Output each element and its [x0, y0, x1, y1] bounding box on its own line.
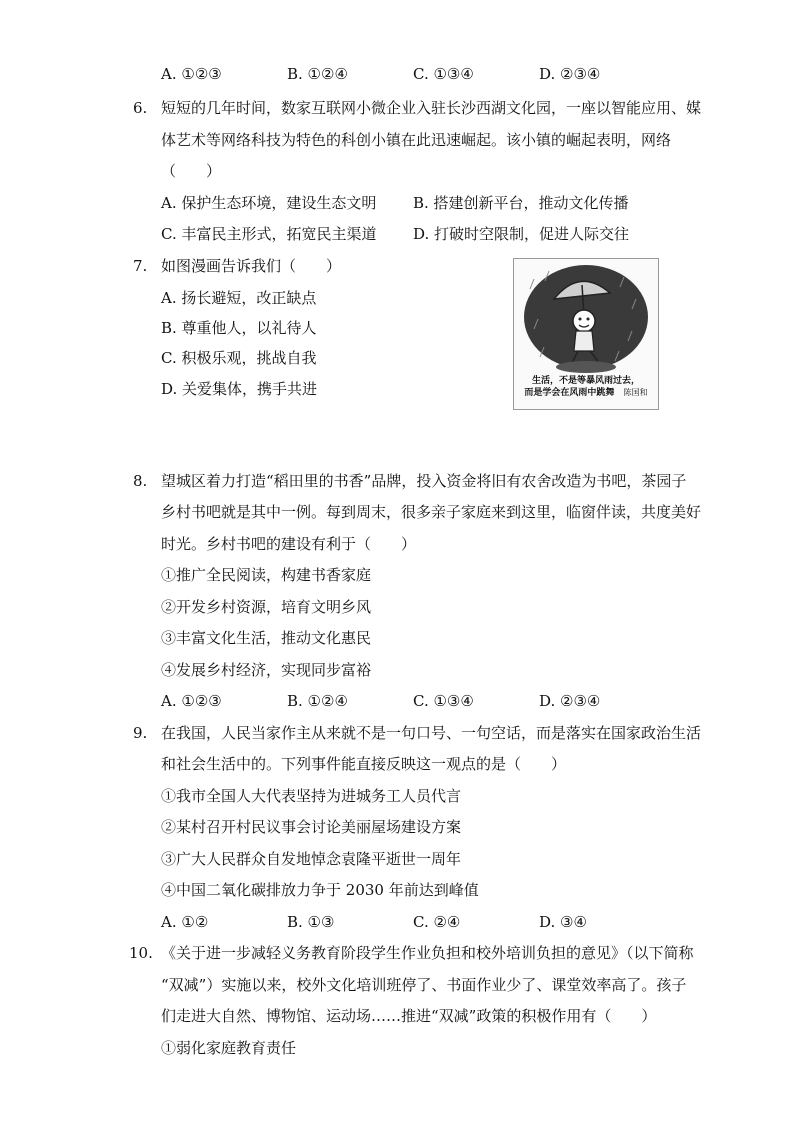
q6-stem-line-1: 短短的几年时间，数家互联网小微企业入驻长沙西湖文化园，一座以智能应用、媒: [161, 99, 702, 117]
q9-option-a[interactable]: A. ①②: [161, 913, 209, 931]
q7-stem: 如图漫画告诉我们（ ）: [161, 257, 342, 275]
q10-stem-line-1: 《关于进一步减轻义务教育阶段学生作业负担和校外培训负担的意见》（以下简称: [161, 944, 694, 962]
q7-option-a[interactable]: A. 扬长避短，改正缺点: [161, 289, 317, 307]
cartoon-author: 陈国和: [623, 388, 648, 397]
q8-option-b[interactable]: B. ①②④: [287, 692, 348, 710]
q9-option-c[interactable]: C. ②④: [413, 913, 461, 931]
q10-stem-line-2: “双减”）实施以来，校外文化培训班停了、书面作业少了、课堂效率高了。孩子: [161, 976, 687, 994]
q6-stem-line-2: 体艺术等网络科技为特色的科创小镇在此迅速崛起。该小镇的崛起表明，网络: [161, 131, 672, 149]
q9-item-4: ④中国二氧化碳排放力争于 2030 年前达到峰值: [161, 881, 479, 899]
q8-item-3: ③丰富文化生活，推动文化惠民: [161, 629, 372, 647]
q9-item-3: ③广大人民群众自发地悼念袁隆平逝世一周年: [161, 850, 462, 868]
q6-option-c[interactable]: C. 丰富民主形式，拓宽民主渠道: [161, 225, 377, 243]
q8-stem-line-3: 时光。乡村书吧的建设有利于（ ）: [161, 535, 417, 553]
q9-item-2: ②某村召开村民议事会讨论美丽屋场建设方案: [161, 818, 462, 836]
q7-option-c[interactable]: C. 积极乐观，挑战自我: [161, 349, 317, 367]
q5-option-c[interactable]: C. ①③④: [413, 65, 474, 83]
q8-item-4: ④发展乡村经济，实现同步富裕: [161, 661, 372, 679]
q10-stem-line-3: 们走进大自然、博物馆、运动场……推进“双减”政策的积极作用有（ ）: [161, 1007, 657, 1025]
q9-item-1: ①我市全国人大代表坚持为进城务工人员代言: [161, 787, 462, 805]
q8-option-c[interactable]: C. ①③④: [413, 692, 474, 710]
q8-option-a[interactable]: A. ①②③: [161, 692, 222, 710]
q9-stem-line-2: 和社会生活中的。下列事件能直接反映这一观点的是（ ）: [161, 755, 567, 773]
q9-option-b[interactable]: B. ①③: [287, 913, 335, 931]
q5-option-a[interactable]: A. ①②③: [161, 65, 222, 83]
q6-option-d[interactable]: D. 打破时空限制，促进人际交往: [413, 225, 630, 243]
q8-stem-line-1: 望城区着力打造“稻田里的书香”品牌，投入资金将旧有农舍改造为书吧，茶园子: [161, 472, 687, 490]
q8-number: 8.: [133, 472, 148, 490]
q7-option-d[interactable]: D. 关爱集体，携手共进: [161, 380, 318, 398]
q8-item-1: ①推广全民阅读，构建书香家庭: [161, 566, 372, 584]
q8-option-d[interactable]: D. ②③④: [539, 692, 601, 710]
q6-number: 6.: [133, 99, 148, 117]
q8-stem-line-2: 乡村书吧就是其中一例。每到周末，很多亲子家庭来到这里，临窗伴读，共度美好: [161, 503, 702, 521]
cartoon-caption-2: 而是学会在风雨中跳舞: [524, 388, 615, 398]
q5-option-d[interactable]: D. ②③④: [539, 65, 601, 83]
q7-option-b[interactable]: B. 尊重他人，以礼待人: [161, 319, 317, 337]
q7-number: 7.: [133, 257, 148, 275]
cartoon-caption-1: 生活，不是等暴风雨过去，: [531, 376, 640, 386]
q9-option-d[interactable]: D. ③④: [539, 913, 587, 931]
q8-item-2: ②开发乡村资源，培育文明乡风: [161, 598, 372, 616]
q7-cartoon-image: [513, 258, 659, 410]
q9-stem-line-1: 在我国，人民当家作主从来就不是一句口号、一句空话，而是落实在国家政治生活: [161, 724, 702, 742]
q10-number: 10.: [129, 944, 153, 962]
q6-option-b[interactable]: B. 搭建创新平台，推动文化传播: [413, 194, 629, 212]
q6-option-a[interactable]: A. 保护生态环境，建设生态文明: [161, 194, 377, 212]
q6-stem-line-3: （ ）: [161, 162, 222, 180]
q10-item-1: ①弱化家庭教育责任: [161, 1039, 297, 1057]
q5-option-b[interactable]: B. ①②④: [287, 65, 348, 83]
q9-number: 9.: [133, 724, 148, 742]
